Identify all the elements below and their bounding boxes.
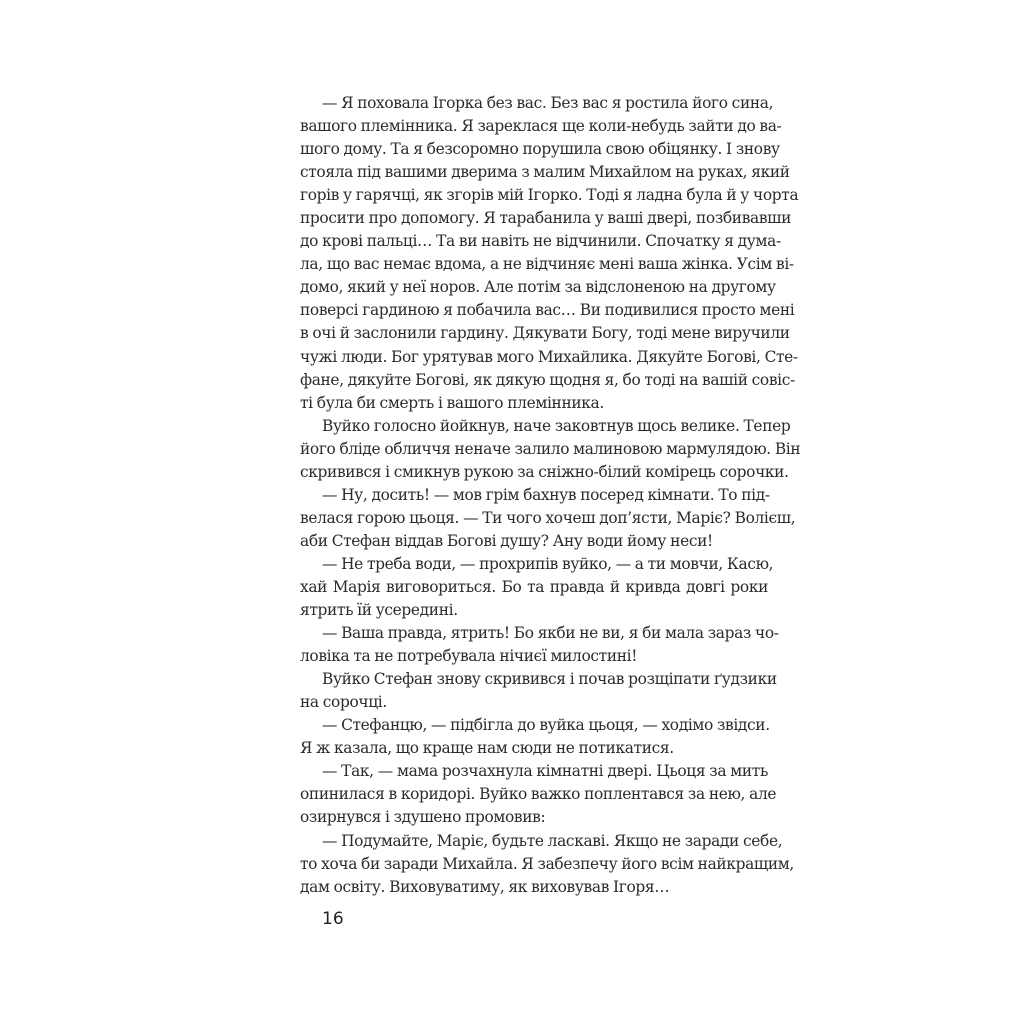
text-line: горів у гарячці, як згорів мій Ігорко. Тоді я ладна була й у чорта [300, 186, 799, 205]
text-line: ловіка та не потребувала нічиєї милостині! [300, 647, 638, 666]
text-line: — Стефанцю, — підбігла до вуйка цьоця, — ходімо звідси. [322, 716, 770, 735]
text-line: ятрить їй усередині. [300, 601, 458, 620]
text-line: — Подумайте, Маріє, будьте ласкаві. Якщо не заради себе, [322, 831, 783, 850]
text-line: скривився і смикнув рукою за сніжно-білий комірець сорочки. [300, 462, 789, 481]
text-line: просити про допомогу. Я тарабанила у ваші двері, позбивавши [300, 209, 792, 228]
text-line: Вуйко голосно йойкнув, наче заковтнув щось велике. Тепер [322, 416, 791, 435]
text-line: поверсі гардиною я побачила вас… Ви подивилися просто мені [300, 301, 795, 320]
text-line: Вуйко Стефан знову скривився і почав розщіпати ґудзики [322, 670, 777, 689]
text-line: шого дому. Та я безсоромно порушила свою обіцянку. І знову [300, 140, 780, 159]
text-line: його бліде обличчя неначе залило малиновою мармулядою. Він [300, 439, 801, 458]
text-line: велася горою цьоця. — Ти чого хочеш доп’ясти, Маріє? Волієш, [300, 508, 796, 527]
text-line: на сорочці. [300, 693, 387, 712]
text-line: вашого племінника. Я зареклася ще коли-небудь зайти до ва- [300, 117, 782, 136]
text-line: озирнувся і здушено промовив: [300, 808, 546, 827]
text-line: аби Стефан віддав Богові душу? Ану води йому неси! [300, 531, 713, 550]
text-line: стояла під вашими дверима з малим Михайлом на руках, який [300, 163, 790, 182]
text-line: — Ну, досить! — мов грім бахнув посеред кімнати. То під- [322, 485, 770, 504]
text-line: ла, що вас немає вдома, а не відчиняє мені ваша жінка. Усім ві- [300, 255, 794, 274]
text-line: дам освіту. Виховуватиму, як виховував Ігоря… [300, 877, 670, 896]
body-text [300, 92, 801, 899]
text-line: чужі люди. Бог урятував мого Михайлика. Дякуйте Богові, Сте- [300, 347, 798, 366]
text-line: опинилася в коридорі. Вуйко важко поплентався за нею, але [300, 785, 777, 804]
text-line: Я ж казала, що краще нам сюди не потикатися. [300, 739, 674, 758]
page-number: 16 [322, 909, 344, 929]
text-line: хай Марія виговориться. Бо та правда й кривда довгі роки [300, 577, 768, 596]
text-line: домо, який у неї норов. Але потім за відслоненою на другому [300, 278, 776, 297]
text-line: то хоча би заради Михайла. Я забезпечу його всім найкращим, [300, 854, 794, 873]
text-line: в очі й заслонили гардину. Дякувати Богу, тоді мене виручили [300, 324, 790, 343]
text-line: — Так, — мама розчахнула кімнатні двері. Цьоця за мить [322, 762, 768, 781]
text-line: — Не треба води, — прохрипів вуйко, — а ти мовчи, Касю, [322, 554, 774, 573]
text-line: ті була би смерть і вашого племінника. [300, 393, 604, 412]
text-line: фане, дякуйте Богові, як дякую щодня я, бо тоді на вашій совіс- [300, 370, 795, 389]
text-line: — Я поховала Ігорка без вас. Без вас я ростила його сина, [322, 94, 774, 112]
text-line: — Ваша правда, ятрить! Бо якби не ви, я би мала зараз чо- [322, 624, 779, 643]
text-line: до крові пальці… Та ви навіть не відчинили. Спочатку я дума- [300, 232, 781, 251]
